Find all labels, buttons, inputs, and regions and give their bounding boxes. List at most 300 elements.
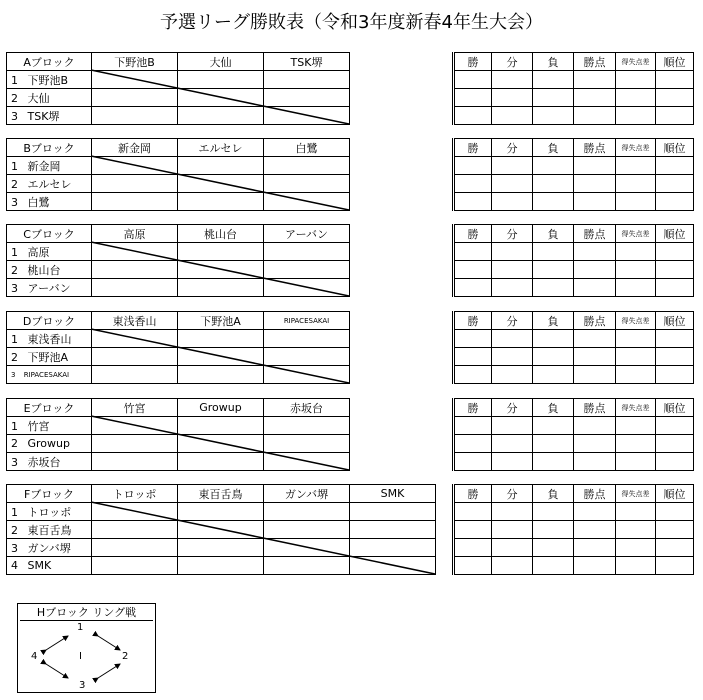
row-number: 1 [11,245,22,259]
column-team: トロッポ [92,485,178,503]
result-cell [492,330,533,348]
row-team [7,453,92,471]
result-cell [492,348,533,366]
result-cell [454,539,492,557]
column-team: 東百舌鳥 [178,485,264,503]
result-cell [454,175,492,193]
row-team-name: 赤坂台 [27,455,61,469]
result-cell [492,261,533,279]
result-cell [656,193,694,211]
block-table [6,52,350,125]
result-cell [533,557,574,575]
row-team-name: アーバン [27,281,71,295]
result-header: 分 [492,225,533,243]
result-header: 得失点差 [616,139,656,157]
score-cell [264,417,350,435]
score-cell [264,107,350,125]
row-team-name: 下野池B [27,73,69,87]
row-team-name: 白鷺 [27,195,50,209]
block-name: Bブロック [7,139,92,157]
score-cell [264,71,350,89]
results-table [452,484,694,575]
result-cell [616,435,656,453]
result-cell [533,503,574,521]
page-title: 予選リーグ勝敗表（令和3年度新春4年生大会） [160,12,543,33]
score-cell [92,175,178,193]
results-table [452,52,694,125]
block-table [6,138,350,211]
result-cell [454,71,492,89]
row-team [7,435,92,453]
result-cell [492,435,533,453]
row-number: 2 [11,263,22,277]
block-table [6,311,350,384]
score-cell [264,503,350,521]
result-cell [656,435,694,453]
row-team [7,366,92,384]
result-cell [533,330,574,348]
ring-center: I [79,651,82,662]
result-cell [574,539,616,557]
result-cell [492,557,533,575]
result-cell [492,453,533,471]
result-cell [533,279,574,297]
score-cell [264,521,350,539]
result-cell [656,503,694,521]
result-cell [574,503,616,521]
result-cell [454,348,492,366]
row-team-name: SMK [27,559,52,572]
result-cell [454,261,492,279]
result-cell [574,557,616,575]
result-cell [656,539,694,557]
row-number: 3 [11,370,18,379]
row-number: 1 [11,419,22,433]
column-team: Growup [178,399,264,417]
score-cell [178,453,264,471]
result-cell [492,107,533,125]
result-cell [656,557,694,575]
result-header: 勝点 [574,485,616,503]
result-cell [492,175,533,193]
result-header: 分 [492,139,533,157]
result-cell [616,243,656,261]
result-cell [616,279,656,297]
block-name: Dブロック [7,312,92,330]
column-team: 下野池B [92,53,178,71]
row-team-name: 下野池A [27,350,69,364]
result-header: 分 [492,485,533,503]
score-cell [178,435,264,453]
result-header: 得失点差 [616,312,656,330]
result-cell [616,330,656,348]
result-header: 負 [533,485,574,503]
block-name: Cブロック [7,225,92,243]
result-cell [656,348,694,366]
result-cell [574,348,616,366]
column-team: エルセレ [178,139,264,157]
column-team: 桃山台 [178,225,264,243]
result-cell [616,89,656,107]
column-team: RIPACESAKAI [264,312,350,330]
score-cell [178,417,264,435]
result-cell [574,521,616,539]
row-number: 3 [11,281,22,295]
result-cell [533,539,574,557]
column-team: 赤坂台 [264,399,350,417]
score-cell [92,243,178,261]
result-cell [492,539,533,557]
score-cell [92,503,178,521]
score-cell [92,193,178,211]
row-team [7,503,92,521]
row-number: 3 [11,455,22,469]
result-header: 順位 [656,399,694,417]
row-team-name: 高原 [27,245,50,259]
result-cell [574,330,616,348]
result-cell [454,366,492,384]
row-number: 1 [11,73,22,87]
score-cell [178,261,264,279]
result-cell [533,417,574,435]
score-cell [350,539,436,557]
result-header: 分 [492,312,533,330]
score-cell [264,539,350,557]
result-cell [656,107,694,125]
result-cell [454,503,492,521]
column-team: 大仙 [178,53,264,71]
result-header: 分 [492,53,533,71]
result-cell [616,521,656,539]
row-team [7,157,92,175]
result-cell [656,261,694,279]
row-team [7,557,92,575]
result-header: 負 [533,53,574,71]
result-cell [533,521,574,539]
result-header: 負 [533,139,574,157]
result-cell [574,193,616,211]
score-cell [264,89,350,107]
result-cell [533,89,574,107]
result-cell [574,243,616,261]
result-cell [616,539,656,557]
row-team-name: 竹宮 [27,419,50,433]
result-cell [454,157,492,175]
row-team [7,261,92,279]
score-cell [264,193,350,211]
block-name: Eブロック [7,399,92,417]
result-cell [533,366,574,384]
score-cell [178,348,264,366]
score-cell [264,366,350,384]
score-cell [178,330,264,348]
result-header: 勝点 [574,53,616,71]
score-cell [92,107,178,125]
result-cell [574,453,616,471]
result-cell [454,521,492,539]
score-cell [178,107,264,125]
result-cell [656,366,694,384]
result-cell [533,193,574,211]
result-cell [574,157,616,175]
result-cell [533,261,574,279]
result-header: 負 [533,312,574,330]
score-cell [92,330,178,348]
score-cell [264,175,350,193]
result-header: 分 [492,399,533,417]
column-team: TSK堺 [264,53,350,71]
score-cell [92,348,178,366]
score-cell [178,503,264,521]
row-team [7,348,92,366]
result-cell [656,279,694,297]
result-cell [492,157,533,175]
result-cell [533,107,574,125]
result-cell [492,71,533,89]
result-cell [454,89,492,107]
score-cell [178,89,264,107]
row-number: 1 [11,332,22,346]
result-cell [656,89,694,107]
result-header: 勝点 [574,399,616,417]
result-cell [574,366,616,384]
result-header: 得失点差 [616,53,656,71]
result-cell [454,330,492,348]
ring-node-1: 1 [77,622,84,633]
column-team: 東浅香山 [92,312,178,330]
block-table [6,484,436,575]
score-cell [178,71,264,89]
result-header: 負 [533,225,574,243]
result-header: 順位 [656,53,694,71]
result-cell [454,193,492,211]
result-cell [492,193,533,211]
row-team-name: Growup [27,437,70,450]
row-team [7,521,92,539]
column-team: 竹宮 [92,399,178,417]
score-cell [178,521,264,539]
row-number: 3 [11,109,22,123]
result-cell [574,107,616,125]
result-cell [616,193,656,211]
row-team [7,71,92,89]
results-table [452,138,694,211]
result-cell [533,348,574,366]
score-cell [264,243,350,261]
result-cell [656,417,694,435]
row-number: 2 [11,437,22,450]
row-team-name: 東百舌鳥 [27,523,72,537]
row-team-name: ガンバ堺 [27,541,71,555]
score-cell [92,453,178,471]
result-cell [656,243,694,261]
row-team-name: RIPACESAKAI [23,370,70,379]
score-cell [264,453,350,471]
row-team [7,539,92,557]
row-team-name: TSK堺 [27,109,60,123]
result-header: 得失点差 [616,399,656,417]
row-number: 2 [11,91,22,105]
score-cell [92,89,178,107]
result-cell [616,348,656,366]
score-cell [178,557,264,575]
result-cell [454,279,492,297]
result-header: 勝点 [574,312,616,330]
result-cell [574,89,616,107]
result-cell [616,157,656,175]
score-cell [92,71,178,89]
row-number: 1 [11,159,22,173]
row-team-name: 東浅香山 [27,332,72,346]
result-cell [574,417,616,435]
row-team [7,175,92,193]
block-name: Aブロック [7,53,92,71]
row-number: 3 [11,195,22,209]
row-number: 2 [11,523,22,537]
result-cell [574,175,616,193]
score-cell [178,366,264,384]
ring-node-3: 3 [79,680,86,691]
score-cell [178,539,264,557]
result-cell [656,157,694,175]
result-cell [656,453,694,471]
row-team [7,279,92,297]
result-header: 得失点差 [616,225,656,243]
row-team-name: 大仙 [27,91,50,105]
result-cell [656,71,694,89]
score-cell [178,157,264,175]
row-team-name: 新金岡 [27,159,61,173]
result-cell [574,435,616,453]
result-cell [616,175,656,193]
result-header: 順位 [656,485,694,503]
result-header: 勝 [454,485,492,503]
block-table [6,398,350,471]
results-table [452,224,694,297]
score-cell [264,348,350,366]
row-team [7,193,92,211]
result-cell [492,366,533,384]
ring-title: Hブロック リング戦 [20,606,153,621]
result-cell [454,557,492,575]
result-cell [574,71,616,89]
result-header: 勝点 [574,139,616,157]
row-number: 1 [11,505,22,519]
row-team [7,107,92,125]
block-table [6,224,350,297]
column-team: 高原 [92,225,178,243]
result-header: 勝 [454,225,492,243]
score-cell [178,279,264,297]
column-team: 新金岡 [92,139,178,157]
row-team-name: トロッポ [27,505,72,519]
result-cell [574,261,616,279]
row-team-name: エルセレ [27,177,72,191]
score-cell [92,366,178,384]
score-cell [264,279,350,297]
column-team: 白鷺 [264,139,350,157]
score-cell [92,417,178,435]
row-number: 4 [11,559,22,572]
score-cell [92,279,178,297]
result-header: 順位 [656,225,694,243]
result-cell [492,521,533,539]
score-cell [264,330,350,348]
score-cell [178,175,264,193]
result-header: 勝 [454,312,492,330]
result-cell [454,107,492,125]
result-cell [454,435,492,453]
result-cell [492,417,533,435]
score-cell [92,521,178,539]
column-team: SMK [350,485,436,503]
result-cell [533,157,574,175]
result-cell [616,71,656,89]
result-cell [454,243,492,261]
result-cell [533,175,574,193]
row-team [7,417,92,435]
ring-arrows [18,604,155,692]
result-header: 勝 [454,399,492,417]
results-table [452,398,694,471]
result-cell [656,330,694,348]
result-header: 勝 [454,139,492,157]
row-number: 3 [11,541,22,555]
result-cell [492,89,533,107]
result-cell [533,243,574,261]
column-team: アーバン [264,225,350,243]
result-cell [616,503,656,521]
result-cell [454,453,492,471]
result-cell [616,557,656,575]
result-cell [574,279,616,297]
score-cell [264,261,350,279]
row-number: 2 [11,177,22,191]
result-cell [454,417,492,435]
result-cell [616,417,656,435]
ring-diagram [17,603,156,693]
row-team-name: 桃山台 [27,263,61,277]
score-cell [350,557,436,575]
row-number: 2 [11,350,22,364]
score-cell [178,243,264,261]
row-team [7,243,92,261]
result-cell [492,279,533,297]
row-team [7,89,92,107]
ring-node-4: 4 [31,651,38,662]
ring-node-2: 2 [122,651,129,662]
score-cell [350,503,436,521]
column-team: ガンバ堺 [264,485,350,503]
column-team: 下野池A [178,312,264,330]
score-cell [92,261,178,279]
result-cell [533,71,574,89]
result-cell [656,521,694,539]
result-header: 順位 [656,312,694,330]
score-cell [264,557,350,575]
score-cell [264,157,350,175]
result-cell [492,243,533,261]
block-name: Fブロック [7,485,92,503]
score-cell [92,157,178,175]
result-cell [492,503,533,521]
result-cell [616,453,656,471]
score-cell [264,435,350,453]
result-header: 得失点差 [616,485,656,503]
score-cell [92,539,178,557]
result-cell [656,175,694,193]
result-cell [616,366,656,384]
